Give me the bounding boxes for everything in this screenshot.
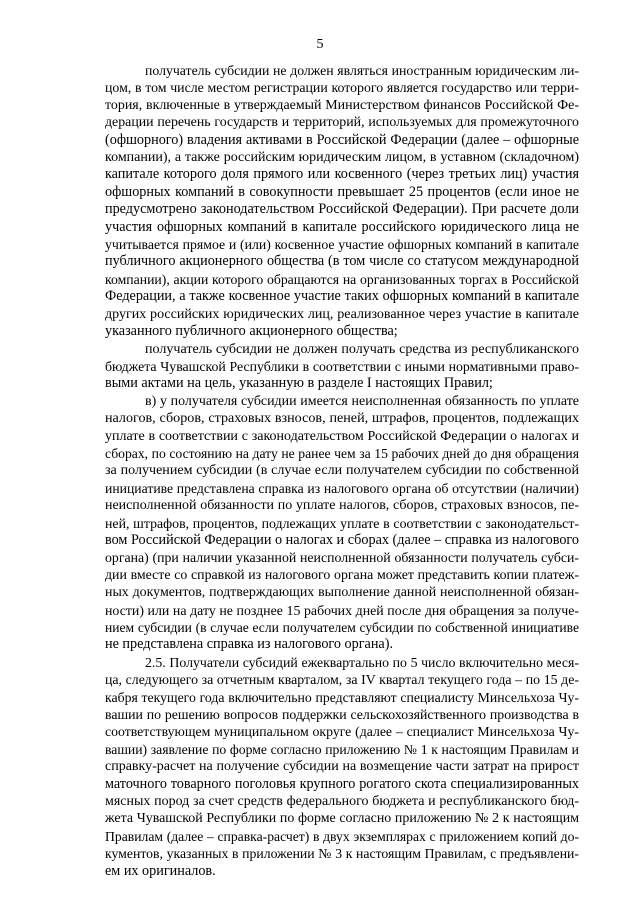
text-line: указанного публичного акционерного общества; [105, 323, 398, 340]
text-line: (офшорного) владения активами в Российской Федерации (далее – офшорные [105, 131, 579, 148]
text-line: выми актами на цель, указанную в разделе I настоящих Правил; [105, 375, 493, 392]
text-line: органа) (при наличии указанной неисполненной обязанности получатель субси- [105, 550, 579, 566]
text-line: жета Чувашской Республики по форме согласно приложению № 2 к настоящим [105, 811, 579, 827]
text-line: маточного товарного поголовья крупного рогатого скота специализированных [105, 775, 579, 792]
text-line: участия офшорных компаний в капитале российского юридического лица не [105, 218, 579, 235]
text-line: предусмотрено законодательством Российской Федерации). При расчете доли [105, 201, 579, 218]
paragraph [105, 62, 579, 341]
text-line: в) у получателя субсидии имеется неисполненная обязанность по уплате [145, 393, 579, 409]
page-number: 5 [316, 37, 324, 52]
text-line: за получением субсидии (в случае если получателем субсидии по собственной [105, 462, 579, 479]
text-line: вом Российской Федерации о налогах и сборах (далее – справка из налогового [105, 531, 579, 548]
text-line: уплате в соответствии с законодательством Российской Федерации о налогах и [105, 428, 579, 444]
paragraph [105, 654, 579, 880]
text-line: ца, следующего за отчетным кварталом, за IV квартал текущего года – по 15 де- [105, 672, 579, 688]
text-line: ности) или на дату не позднее 15 рабочих дней после дня обращения за получе- [105, 602, 579, 618]
text-line: компании), акции которого обращаются на организованных торгах в Российской [105, 271, 579, 287]
text-line: соответствующем муниципальном округе (далее – специалист Минсельхоза Чу- [105, 724, 579, 740]
text-line: дии вместе со справкой из налогового органа может представить копии платеж- [105, 567, 579, 583]
paragraph [105, 393, 579, 654]
text-line: получатель субсидии не должен получать средства из республиканского [145, 340, 579, 357]
text-line: сборах, по состоянию на дату не ранее чем за 15 рабочих дней до дня обращения [105, 445, 579, 461]
text-line: инициативе представлена справка из налогового органа об отсутствии (наличии) [105, 480, 579, 496]
text-line: ных документов, подтверждающих выполнение данной неисполненной обязан- [105, 585, 579, 601]
text-line: Федерации, а также косвенное участие таких офшорных компаний в капитале [105, 288, 579, 305]
text-line: справку-расчет на получение субсидии на возмещение части затрат на прирост [105, 759, 579, 775]
text-line: ем их оригиналов. [105, 862, 216, 879]
text-line: Правилам (далее – справка-расчет) в двух экземплярах с приложением копий до- [105, 828, 579, 844]
text-line: цом, в том числе местом регистрации которого является государство или терри- [105, 80, 579, 96]
text-line: ней, штрафов, процентов, подлежащих уплате в соответствии с законодательст- [105, 515, 579, 531]
text-line: получатель субсидии не должен являться иностранным юридическим ли- [145, 63, 579, 78]
text-line: мясных пород за счет средств федерального бюджета и республиканского бюд- [105, 794, 579, 810]
text-line: бюджета Чувашской Республики в соответствии с иными нормативными право- [105, 358, 579, 374]
text-line: офшорных компаний в совокупности превышает 25 процентов (если иное не [105, 183, 579, 200]
text-line: публичного акционерного общества (в том числе со статусом международной [105, 253, 579, 270]
text-line: кабря текущего года включительно представляют специалисту Минсельхоза Чу- [105, 689, 579, 705]
text-line: не представлена справка из налогового органа). [105, 636, 394, 653]
text-line: нием субсидии (в случае если получателем субсидии по собственной инициативе [105, 620, 579, 635]
text-line: 2.5. Получатели субсидий ежеквартально по 5 число включительно меся- [145, 654, 579, 670]
text-line: дерации перечень государств и территорий, используемых для промежуточного [105, 115, 579, 131]
text-line: учитывается прямое и (или) косвенное участие офшорных компаний в капитале [105, 237, 579, 253]
text-line: капитале которого доля прямого или косвенного (через третьих лиц) участия [105, 166, 579, 183]
body-text [105, 62, 579, 880]
text-line: других российских юридических лиц, реализованное через участие в капитале [105, 305, 579, 322]
text-line: тория, включенные в утверждаемый Министерством финансов Российской Фе- [105, 97, 579, 113]
text-line: вашии) заявление по форме согласно приложению № 1 к настоящим Правилам и [105, 741, 579, 757]
paragraph [105, 341, 579, 393]
text-line: вашии по решению вопросов поддержки сельскохозяйственного производства в [105, 707, 579, 723]
text-line: неисполненной обязанности по уплате налогов, сборов, страховых взносов, пе- [105, 498, 579, 514]
text-line: компании), а также российским юридическим лицом, в уставном (складочном) [105, 150, 579, 166]
text-line: налогов, сборов, страховых взносов, пеней, штрафов, процентов, подлежащих [105, 410, 579, 427]
text-line: кументов, указанных в приложении № 3 к настоящим Правилам, с предъявлени- [105, 846, 579, 862]
